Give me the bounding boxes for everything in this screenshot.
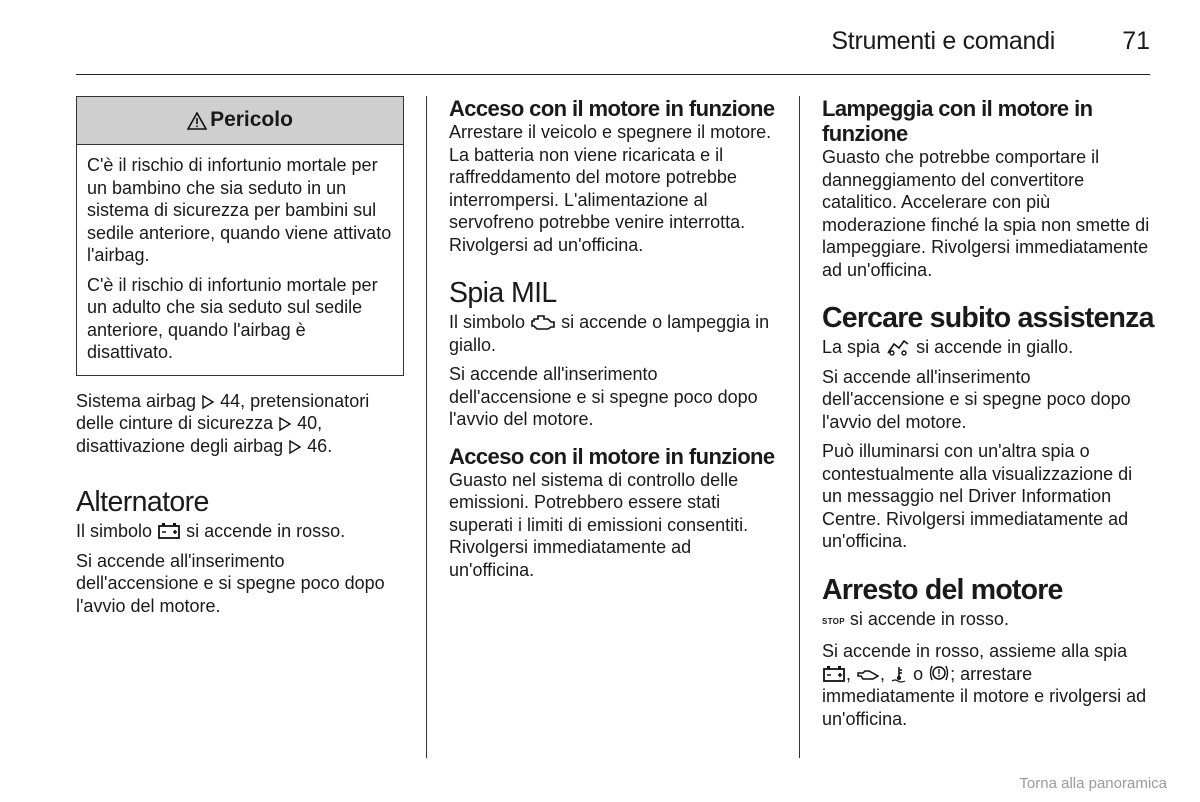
paragraph: Può illuminarsi con un'altra spia o contestualmente alla visualizzazione di un messaggio nel Driver Information Centre. Rivolgersi immediatamente ad un'officina. (822, 441, 1133, 551)
airbag-references (76, 390, 404, 458)
subheading-acceso: Acceso con il motore in funzione (449, 96, 775, 121)
paragraph: Arrestare il veicolo e spegnere il motore. La batteria non viene ricaricata e il raffreddamento del motore potrebbe interrompersi. L'alimentazione al servofreno potrebbe venire interrotta. Rivolgersi ad un'officina. (449, 122, 772, 255)
reference-text: Sistema airbag (76, 390, 197, 411)
section-heading-alternatore: Alternatore (76, 486, 209, 518)
stop-paragraph (822, 640, 1154, 730)
reference-page[interactable]: 46. (307, 435, 333, 456)
wrench-car-icon (885, 338, 911, 356)
warning-title: Pericolo (210, 108, 293, 132)
battery-icon (157, 522, 181, 540)
column-right (822, 96, 1154, 737)
text: , (846, 663, 852, 684)
back-to-overview-link[interactable]: Torna alla panoramica (1019, 775, 1167, 792)
oil-can-icon (856, 667, 880, 683)
alternatore-paragraph: Si accende all'inserimento dell'accensione e si spegne poco dopo l'avvio del motore. (76, 550, 385, 616)
assist-symbol-text (822, 336, 1154, 359)
warning-paragraph: C'è il rischio di infortunio mortale per un bambino che sia seduto in un sistema di sicurezza per bambini sul sedile anteriore, quando viene attivato l'airbag. (87, 155, 392, 265)
page-reference-arrow-icon[interactable] (201, 394, 215, 410)
text: ; arrestare immediatamente il motore e rivolgersi ad un'officina. (822, 663, 1147, 729)
warning-header (77, 97, 403, 145)
text: , (880, 663, 886, 684)
coolant-temp-icon (890, 665, 908, 683)
danger-warning-box (76, 96, 404, 376)
page-number: 71 (1122, 27, 1150, 55)
reference-page[interactable]: 44, pretensionatori delle cinture di sicurezza (76, 390, 370, 433)
section-heading-spia-mil: Spia MIL (449, 277, 557, 309)
paragraph: Si accende all'inserimento dell'accensione e si spegne poco dopo l'avvio del motore. (822, 366, 1131, 432)
reference-page[interactable]: 40, disattivazione degli airbag (76, 413, 323, 456)
paragraph: Si accende all'inserimento dell'accensione e si spegne poco dopo l'avvio del motore. (449, 364, 758, 429)
page-reference-arrow-icon[interactable] (278, 416, 292, 432)
text: Il simbolo (449, 312, 526, 332)
warning-paragraph: C'è il rischio di infortunio mortale per un adulto che sia seduto sul sedile anteriore, quando l'airbag è disattivato. (87, 274, 378, 362)
text: Si accende in rosso, assieme alla spia (822, 641, 1128, 661)
text: si accende in giallo. (916, 337, 1074, 357)
subheading-lampeggia: Lampeggia con il motore in funzione (822, 96, 1093, 146)
text: si accende in rosso. (186, 521, 346, 541)
subheading-acceso: Acceso con il motore in funzione (449, 443, 775, 469)
section-heading-arresto: Arresto del motore (822, 573, 1063, 606)
text: o (913, 663, 924, 684)
column-left (76, 96, 404, 624)
paragraph: Guasto nel sistema di controllo delle emissioni. Potrebbero essere stati superati i limiti di emissioni consentiti. Rivolgersi immediatamente ad un'officina. (449, 469, 749, 580)
battery-icon (822, 665, 846, 683)
section-heading-assistenza: Cercare subito assistenza (822, 302, 1154, 334)
text: Il simbolo (76, 521, 153, 541)
text: La spia (822, 337, 881, 357)
stop-icon: STOP (822, 616, 845, 626)
text: si accende in rosso. (849, 608, 1009, 629)
stop-symbol-text (822, 608, 1154, 634)
header-divider (76, 74, 1150, 75)
warning-body (77, 145, 403, 375)
text: si accende o lampeggia in giallo. (449, 312, 770, 355)
column-divider (799, 96, 800, 758)
engine-icon (530, 313, 556, 331)
mil-symbol-text (449, 311, 781, 356)
alternatore-symbol-text (76, 520, 404, 543)
paragraph: Guasto che potrebbe comportare il danneggiamento del convertitore catalitico. Accelerare con più moderazione finché la spia non smette di lampeggiare. Rivolgersi immediatamente ad un'officina. (822, 147, 1150, 280)
header-title: Strumenti e comandi (831, 27, 1055, 55)
page-reference-arrow-icon[interactable] (288, 439, 302, 455)
brake-circle-icon (928, 663, 950, 683)
warning-triangle-icon (187, 112, 207, 130)
column-divider (426, 96, 427, 758)
column-middle (449, 96, 781, 588)
